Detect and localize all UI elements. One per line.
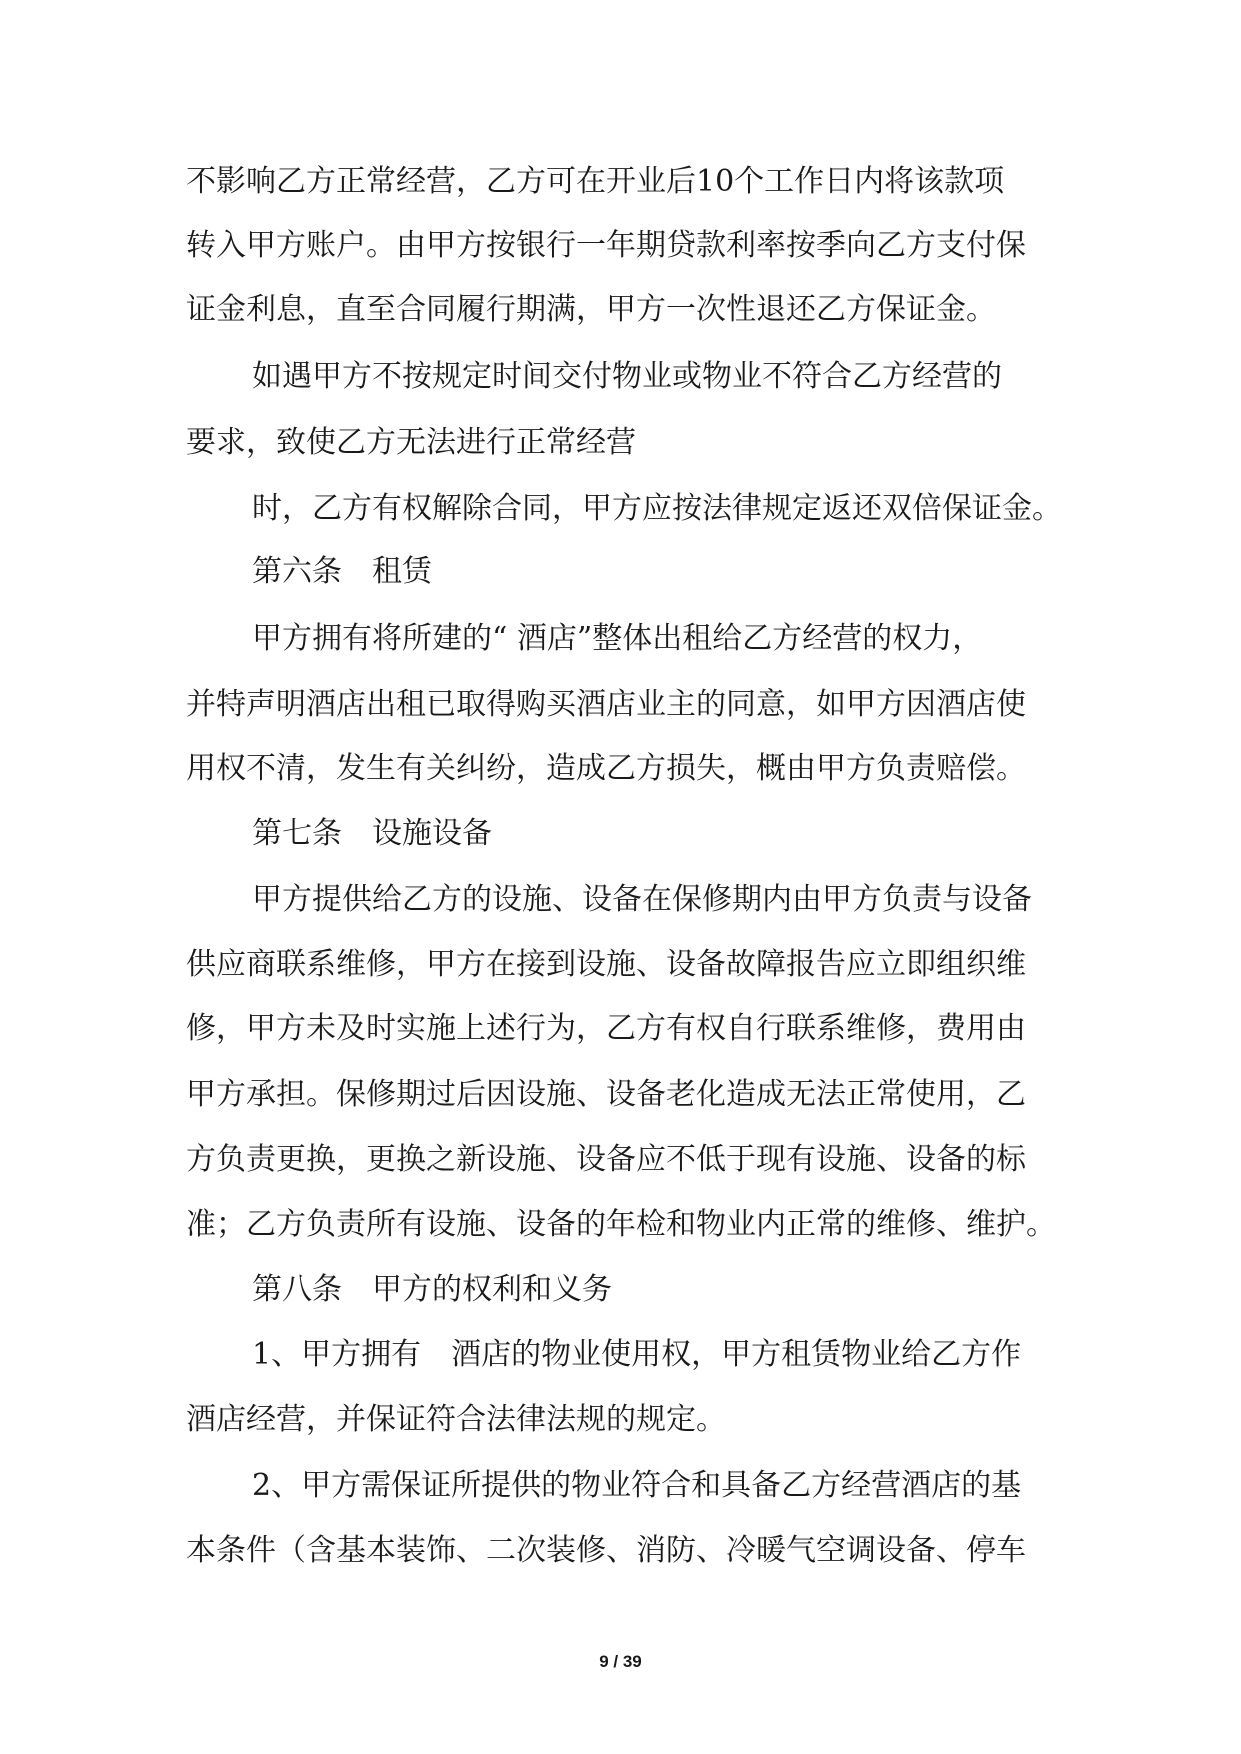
text-line: 用权不清，发生有关纠纷，造成乙方损失，概由甲方负责赔偿。 (186, 751, 1026, 786)
text-line: 酒店经营，并保证符合法律法规的规定。 (186, 1402, 726, 1437)
text-line: 方负责更换，更换之新设施、设备应不低于现有设施、设备的标 (186, 1142, 1026, 1177)
text-line: 甲方提供给乙方的设施、设备在保修期内由甲方负责与设备 (252, 882, 1032, 917)
section-heading: 第六条 租赁 (252, 554, 432, 589)
text-line: 供应商联系维修，甲方在接到设施、设备故障报告应立即组织维 (186, 947, 1026, 982)
text-line: 如遇甲方不按规定时间交付物业或物业不符合乙方经营的 (252, 359, 1002, 394)
text-line: 修，甲方未及时实施上述行为，乙方有权自行联系维修，费用由 (186, 1011, 1026, 1046)
section-heading: 第八条 甲方的权利和义务 (252, 1272, 612, 1307)
text-line: 甲方拥有将所建的“ 酒店”整体出租给乙方经营的权力， (252, 621, 983, 656)
text-line: 准；乙方负责所有设施、设备的年检和物业内正常的维修、维护。 (186, 1207, 1056, 1242)
page-number: 9 / 39 (599, 1652, 642, 1671)
text-line: 本条件（含基本装饰、二次装修、消防、冷暖气空调设备、停车 (186, 1533, 1026, 1568)
text-line: 时，乙方有权解除合同，甲方应按法律规定返还双倍保证金。 (252, 491, 1062, 526)
text-line: 转入甲方账户。由甲方按银行一年期贷款利率按季向乙方支付保 (186, 228, 1026, 263)
text-line: 2、甲方需保证所提供的物业符合和具备乙方经营酒店的基 (252, 1468, 1022, 1503)
text-line: 1、甲方拥有 酒店的物业使用权，甲方租赁物业给乙方作 (252, 1337, 1022, 1372)
text-line: 甲方承担。保修期过后因设施、设备老化造成无法正常使用，乙 (186, 1077, 1026, 1112)
section-heading: 第七条 设施设备 (252, 816, 492, 851)
text-line: 并特声明酒店出租已取得购买酒店业主的同意，如甲方因酒店使 (186, 687, 1026, 722)
text-line: 要求，致使乙方无法进行正常经营 (186, 425, 636, 460)
text-line: 不影响乙方正常经营，乙方可在开业后10个工作日内将该款项 (186, 164, 1005, 199)
text-line: 证金利息，直至合同履行期满，甲方一次性退还乙方保证金。 (186, 292, 996, 327)
